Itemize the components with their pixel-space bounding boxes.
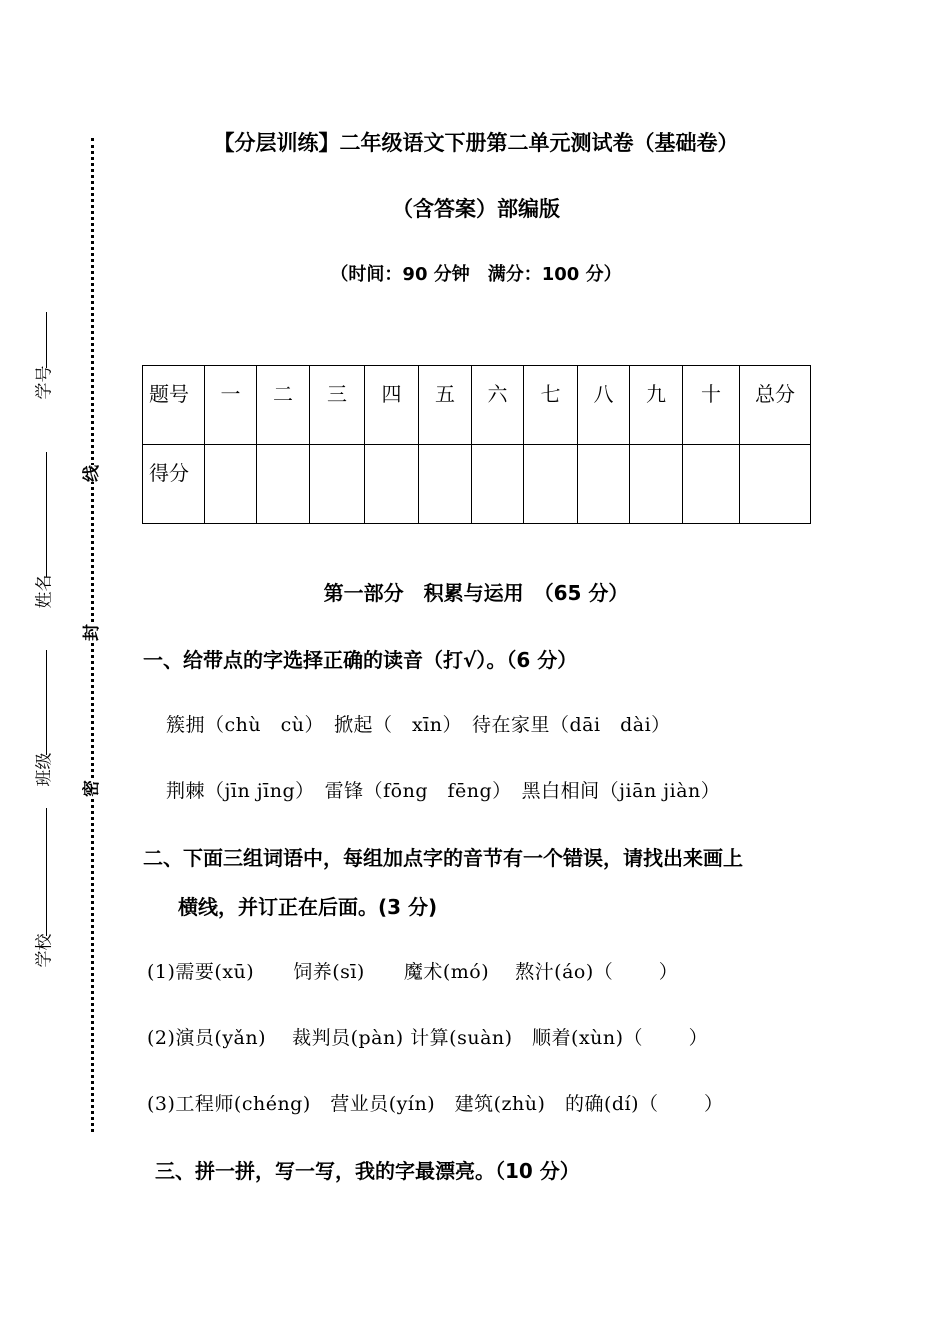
student-id-field[interactable] <box>24 312 60 400</box>
cut-word-feng: 封 <box>80 624 104 641</box>
score-table-score-row <box>143 445 811 524</box>
school-blank[interactable] <box>46 808 47 936</box>
table-cell: 一 <box>205 366 257 445</box>
score-entry-cell[interactable] <box>524 445 578 524</box>
table-cell: 六 <box>472 366 524 445</box>
score-entry-cell[interactable] <box>683 445 740 524</box>
school-field[interactable] <box>24 808 60 968</box>
student-id-label: 学号 <box>34 365 55 400</box>
score-entry-cell[interactable] <box>419 445 472 524</box>
question-1-line-2: 荆棘（jīn jīng） 雷锋（fōng fēng） 黑白相间（jiān jiàn） <box>166 780 721 802</box>
part-heading: 第一部分 积累与运用 （65 分） <box>323 581 629 605</box>
score-table-header-row <box>143 366 811 445</box>
score-entry-cell[interactable] <box>310 445 365 524</box>
table-cell: 总分 <box>740 366 811 445</box>
score-entry-cell[interactable] <box>740 445 811 524</box>
question-2-item-1: (1)需要(xū) 饲养(sī) 魔术(mó) 熬汁(áo)（ ） <box>147 961 679 983</box>
question-2-item-3: (3)工程师(chéng) 营业员(yín) 建筑(zhù) 的确(dí)（ ） <box>147 1093 724 1115</box>
score-entry-cell[interactable] <box>205 445 257 524</box>
table-cell: 三 <box>310 366 365 445</box>
question-1-title: 一、给带点的字选择正确的读音（打√）。（6 分） <box>143 648 578 672</box>
table-cell: 五 <box>419 366 472 445</box>
exam-info: （时间：90 分钟 满分：100 分） <box>330 264 622 285</box>
table-cell: 四 <box>365 366 419 445</box>
page-title: 【分层训练】二年级语文下册第二单元测试卷（基础卷） <box>213 131 739 155</box>
class-blank[interactable] <box>46 650 47 755</box>
question-2-item-2: (2)演员(yǎn) 裁判员(pàn) 计算(suàn) 顺着(xùn)（ ） <box>147 1027 709 1049</box>
table-cell: 十 <box>683 366 740 445</box>
score-entry-cell[interactable] <box>472 445 524 524</box>
question-2-title-line-1: 二、下面三组词语中，每组加点字的音节有一个错误，请找出来画上 <box>143 846 743 870</box>
name-blank[interactable] <box>46 452 47 577</box>
table-cell: 二 <box>257 366 310 445</box>
name-label: 姓名 <box>34 574 55 609</box>
score-entry-cell[interactable] <box>630 445 683 524</box>
score-entry-cell[interactable] <box>257 445 310 524</box>
page-subtitle: （含答案）部编版 <box>392 197 560 221</box>
table-cell: 得分 <box>143 445 205 524</box>
score-entry-cell[interactable] <box>578 445 630 524</box>
table-cell: 八 <box>578 366 630 445</box>
table-cell: 题号 <box>143 366 205 445</box>
cut-word-mi: 密 <box>80 780 104 797</box>
class-field[interactable] <box>24 650 60 787</box>
score-table <box>142 365 811 524</box>
school-label: 学校 <box>34 933 55 968</box>
class-label: 班级 <box>34 752 55 787</box>
student-id-blank[interactable] <box>46 312 47 368</box>
score-entry-cell[interactable] <box>365 445 419 524</box>
question-1-line-1: 簇拥（chù cù） 掀起（ xīn） 待在家里（dāi dài） <box>166 714 671 736</box>
question-3-title: 三、拼一拼，写一写，我的字最漂亮。（10 分） <box>155 1159 580 1183</box>
question-2-title-line-2: 横线，并订正在后面。(3 分) <box>178 895 438 919</box>
table-cell: 七 <box>524 366 578 445</box>
cut-word-xian: 线 <box>80 465 104 482</box>
table-cell: 九 <box>630 366 683 445</box>
name-field[interactable] <box>24 452 60 609</box>
